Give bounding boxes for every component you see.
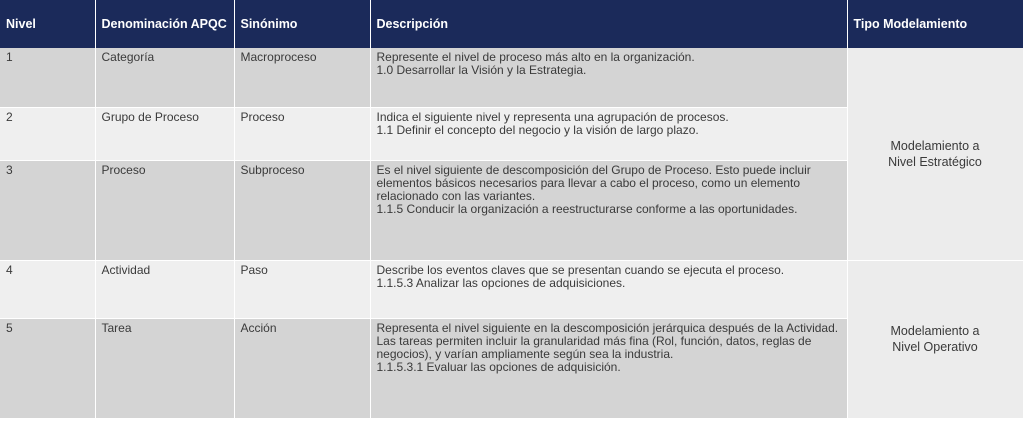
cell-nivel: 2 <box>0 107 95 160</box>
cell-descripcion: Describe los eventos claves que se presentan cuando se ejecuta el proceso. 1.1.5.3 Analizar las opciones de adquisiciones. <box>370 260 847 318</box>
cell-nivel: 5 <box>0 318 95 418</box>
header-row <box>0 0 1023 48</box>
cell-sinonimo: Macroproceso <box>234 48 370 107</box>
cell-sinonimo: Paso <box>234 260 370 318</box>
cell-nivel: 3 <box>0 160 95 260</box>
cell-descripcion: Representa el nivel siguiente en la descomposición jerárquica después de la Actividad. Las tareas permiten incluir la granularidad más fina (Rol, función, datos, reglas de negocios), y varían ampliamente según sea la industria. 1.1.5.3.1 Evaluar las opciones de adquisición. <box>370 318 847 418</box>
cell-nivel: 4 <box>0 260 95 318</box>
header-sinonimo: Sinónimo <box>234 0 370 48</box>
cell-sinonimo: Acción <box>234 318 370 418</box>
table-row <box>0 48 1023 107</box>
table-row <box>0 260 1023 318</box>
cell-denominacion: Proceso <box>95 160 234 260</box>
cell-nivel: 1 <box>0 48 95 107</box>
header-descripcion: Descripción <box>370 0 847 48</box>
cell-denominacion: Categoría <box>95 48 234 107</box>
cell-denominacion: Actividad <box>95 260 234 318</box>
cell-denominacion: Grupo de Proceso <box>95 107 234 160</box>
cell-descripcion: Represente el nivel de proceso más alto en la organización. 1.0 Desarrollar la Visión y la Estrategia. <box>370 48 847 107</box>
cell-tipo-estrategico: Modelamiento a Nivel Estratégico <box>847 48 1023 260</box>
header-denominacion: Denominación APQC <box>95 0 234 48</box>
header-tipo-modelamiento: Tipo Modelamiento <box>847 0 1023 48</box>
header-nivel: Nivel <box>0 0 95 48</box>
cell-tipo-operativo: Modelamiento a Nivel Operativo <box>847 260 1023 418</box>
cell-sinonimo: Proceso <box>234 107 370 160</box>
cell-descripcion: Indica el siguiente nivel y representa una agrupación de procesos. 1.1 Definir el concepto del negocio y la visión de largo plazo. <box>370 107 847 160</box>
cell-denominacion: Tarea <box>95 318 234 418</box>
cell-sinonimo: Subproceso <box>234 160 370 260</box>
cell-descripcion: Es el nivel siguiente de descomposición del Grupo de Proceso. Esto puede incluir elementos básicos necesarios para llevar a cabo el proceso, como un elemento relacionado con las variantes. 1.1.5 Conducir la organización a reestructurarse conforme a las oportunidades. <box>370 160 847 260</box>
